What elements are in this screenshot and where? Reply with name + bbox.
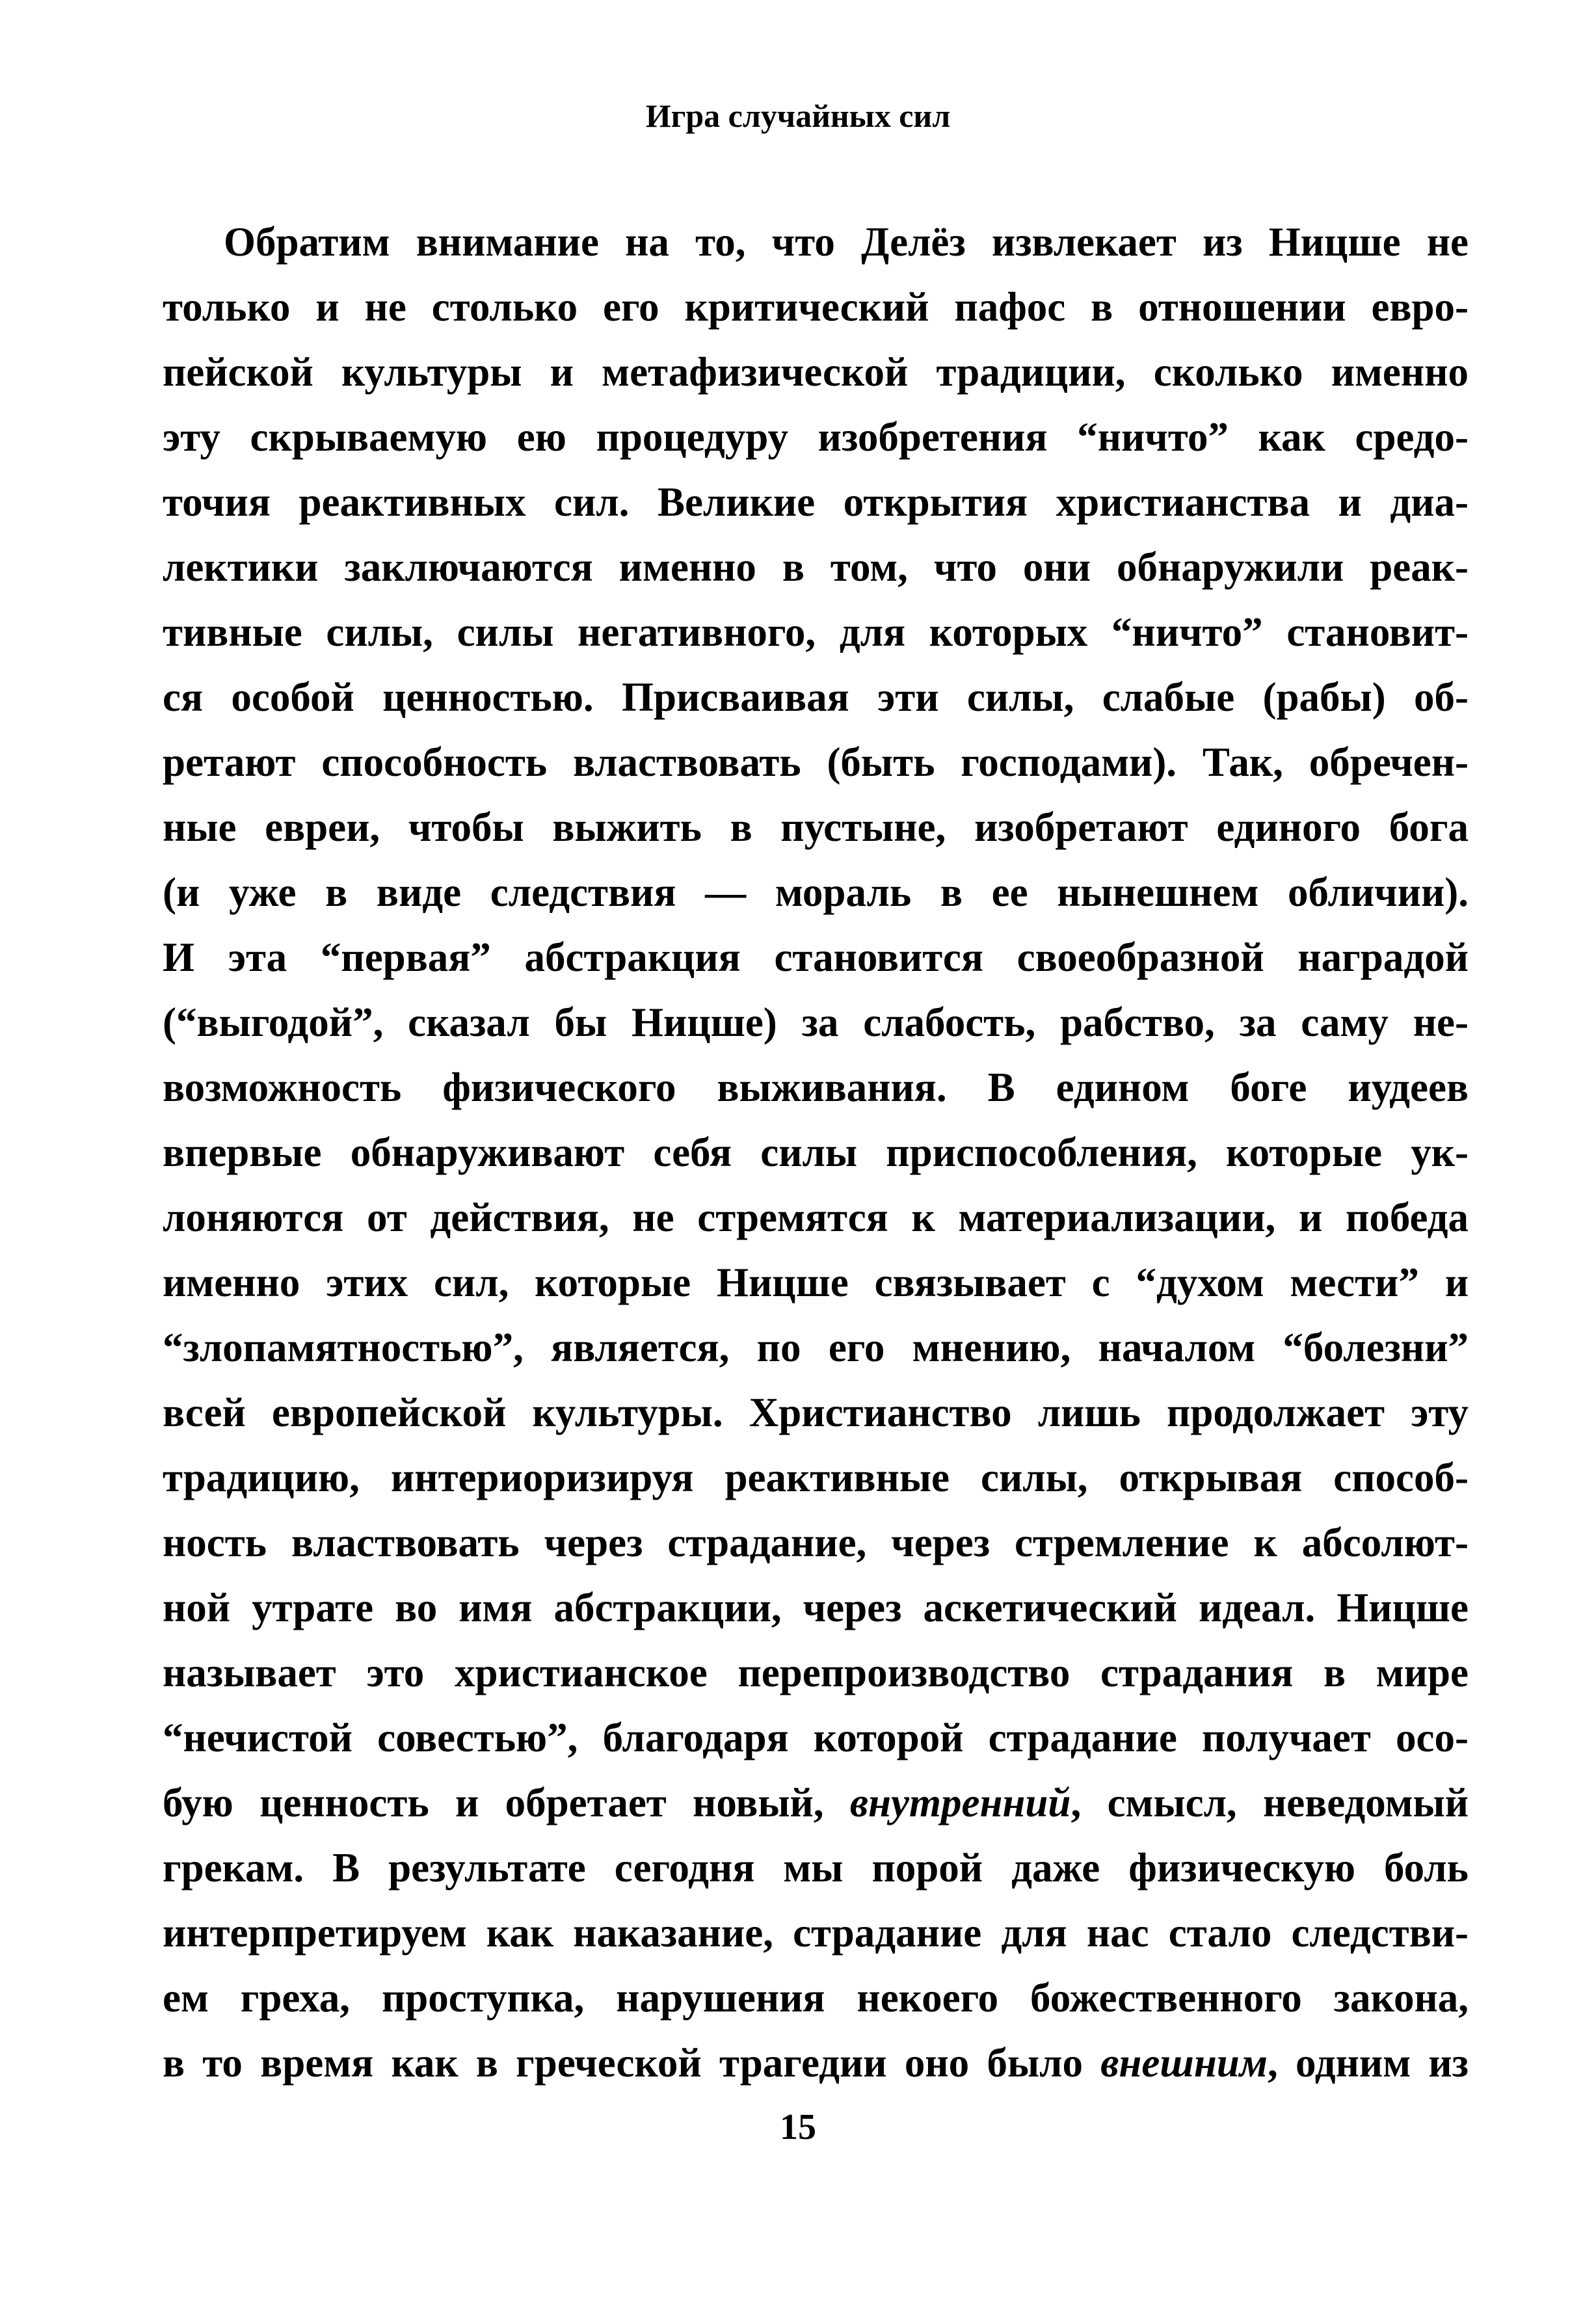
page-number: 15 <box>780 2107 816 2147</box>
text-line: интерпретируем как наказание, страдание для нас стало следстви- <box>163 1910 1469 1956</box>
text-line: ной утрате во имя абстракции, через аскетический идеал. Ницше <box>163 1585 1469 1630</box>
text-line: ные евреи, чтобы выжить в пустыне, изобретают единого бога <box>163 804 1469 850</box>
text-line: грекам. В результате сегодня мы порой даже физическую боль <box>163 1845 1469 1890</box>
text-line: ность властвовать через страдание, через стремление к абсолют- <box>163 1520 1469 1565</box>
text-line: лектики заключаются именно в том, что они обнаружили реак- <box>163 544 1469 590</box>
text-line: именно этих сил, которые Ницше связывает с “духом мести” и <box>163 1260 1469 1305</box>
text-line: ем греха, проступка, нарушения некоего божественного закона, <box>163 1975 1469 2021</box>
text-line: И эта “первая” абстракция становится своеобразной наградой <box>163 935 1469 980</box>
text-line: “нечистой совестью”, благодаря которой страдание получает осо- <box>163 1715 1469 1760</box>
text-line: ся особой ценностью. Присваивая эти силы, слабые (рабы) об- <box>163 674 1469 720</box>
running-head: Игра случайных сил <box>645 98 951 134</box>
text-line: “злопамятностью”, является, по его мнению, началом “болезни” <box>163 1325 1469 1370</box>
text-line: (“выгодой”, сказал бы Ницше) за слабость, рабство, за саму не- <box>163 1000 1469 1045</box>
text-line: возможность физического выживания. В едином боге иудеев <box>163 1065 1469 1110</box>
text-line: тивные силы, силы негативного, для которых “ничто” становит- <box>163 609 1469 655</box>
text-line: всей европейской культуры. Христианство лишь продолжает эту <box>163 1390 1469 1435</box>
text-line: бую ценность и обретает новый, внутренний, смысл, неведомый <box>163 1780 1469 1825</box>
text-line: ретают способность властвовать (быть господами). Так, обречен- <box>163 739 1469 785</box>
text-line: впервые обнаруживают себя силы приспособления, которые ук- <box>163 1130 1469 1175</box>
text-line: точия реактивных сил. Великие открытия христианства и диа- <box>163 479 1469 525</box>
text-line: Обратим внимание на то, что Делёз извлекает из Ницше не <box>224 219 1469 265</box>
text-line: только и не столько его критический пафос в отношении евро- <box>163 284 1469 330</box>
emphasis: внутренний <box>849 1780 1071 1825</box>
text-line: эту скрываемую ею процедуру изобретения “ничто” как средо- <box>163 414 1469 460</box>
text-line: в то время как в греческой трагедии оно было внешним, одним из <box>163 2040 1469 2086</box>
text-line: лоняются от действия, не стремятся к материализации, и победа <box>163 1195 1469 1240</box>
body-text <box>163 209 1469 2095</box>
emphasis: внешним <box>1100 2040 1268 2086</box>
text-line: (и уже в виде следствия — мораль в ее нынешнем обличии). <box>163 869 1469 915</box>
text-line: традицию, интериоризируя реактивные силы, открывая способ- <box>163 1455 1469 1500</box>
text-line: пейской культуры и метафизической традиции, сколько именно <box>163 349 1469 395</box>
text-line: называет это христианское перепроизводство страдания в мире <box>163 1650 1469 1695</box>
